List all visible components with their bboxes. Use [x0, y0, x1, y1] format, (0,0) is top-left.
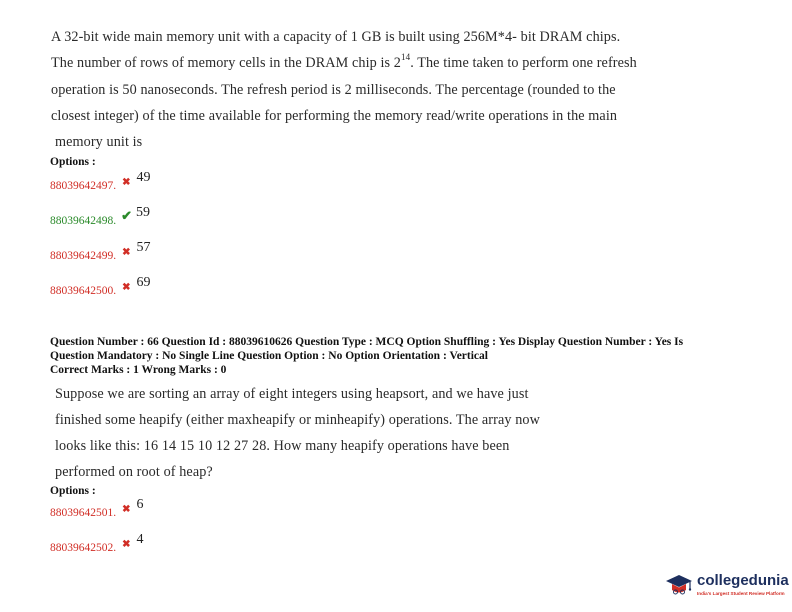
check-mark-icon: ✔ [121, 208, 133, 223]
question-line: memory unit is [55, 134, 143, 150]
option-value: 69 [136, 275, 151, 290]
question-line: A 32-bit wide main memory unit with a capacity of 1 GB is built using 256M*4- bit DRAM chips. [51, 29, 621, 45]
wrong-mark-icon: ✖ [122, 247, 131, 258]
option-row[interactable] [50, 240, 151, 262]
question-line: looks like this: 16 14 15 10 12 27 28. How many heapify operations have been [55, 438, 510, 454]
option-id: 88039642501. [50, 507, 117, 519]
options-label: Options : [50, 156, 96, 168]
question-line: finished some heapify (either maxheapify or minheapify) operations. The array now [55, 412, 540, 428]
option-id: 88039642502. [50, 542, 117, 554]
option-value: 4 [136, 532, 144, 547]
wrong-mark-icon: ✖ [122, 282, 131, 293]
option-value: 6 [136, 497, 144, 512]
option-value: 59 [136, 205, 151, 220]
question-marks: Correct Marks : 1 Wrong Marks : 0 [50, 364, 227, 376]
option-row[interactable] [50, 170, 151, 192]
question-line: closest integer) of the time available for performing the memory read/write operations in the main [51, 108, 618, 124]
option-id: 88039642498. [50, 215, 117, 227]
option-value: 49 [136, 170, 151, 185]
option-id: 88039642497. [50, 180, 117, 192]
option-row[interactable] [50, 275, 151, 297]
wrong-mark-icon: ✖ [122, 539, 131, 550]
option-id: 88039642500. [50, 285, 117, 297]
option-value: 57 [136, 240, 151, 255]
graduation-cap-icon [664, 570, 694, 600]
option-row[interactable] [50, 532, 144, 554]
question-line: operation is 50 nanoseconds. The refresh period is 2 milliseconds. The percentage (rounded to the [51, 82, 616, 98]
brand-tagline: India's Largest Student Review Platform [697, 591, 785, 596]
question-meta: Question Number : 66 Question Id : 88039610626 Question Type : MCQ Option Shuffling : Yes Display Question Number : Yes Is [50, 336, 684, 348]
wrong-mark-icon: ✖ [122, 504, 131, 515]
exponent: 14 [400, 52, 411, 62]
question-line: Suppose we are sorting an array of eight integers using heapsort, and we have just [55, 386, 529, 402]
question-line: The number of rows of memory cells in the DRAM chip is $2^{14}$. The time taken to perform one refresh [51, 52, 637, 71]
options-label: Options : [50, 485, 96, 497]
option-row[interactable] [50, 497, 144, 519]
option-id: 88039642499. [50, 250, 117, 262]
question-meta: Question Mandatory : No Single Line Question Option : No Option Orientation : Vertical [50, 350, 488, 362]
wrong-mark-icon: ✖ [122, 177, 131, 188]
question-line: performed on root of heap? [55, 464, 213, 480]
brand-name: collegedunia [697, 572, 789, 589]
collegedunia-logo[interactable] [664, 568, 788, 602]
option-row[interactable] [50, 205, 151, 227]
